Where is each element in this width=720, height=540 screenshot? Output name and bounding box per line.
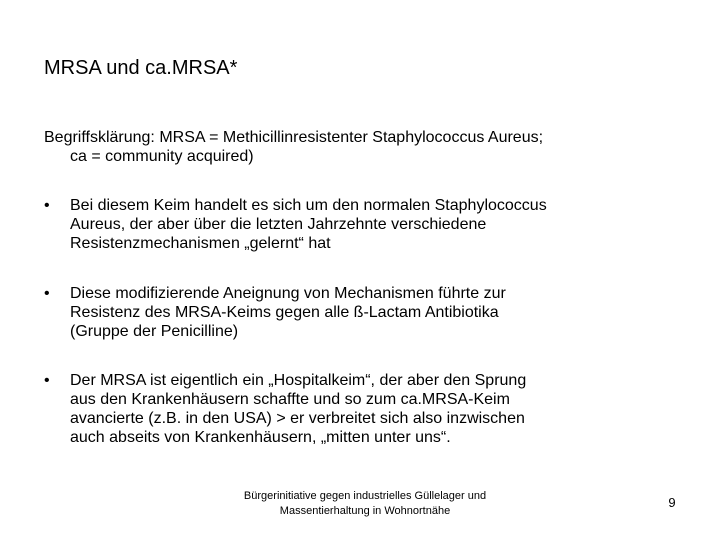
bullet-line: avancierte (z.B. in den USA) > er verbreitet sich also inzwischen: [70, 410, 525, 427]
footer-line: Massentierhaltung in Wohnortnähe: [279, 505, 451, 517]
bullet-line: Resistenz des MRSA-Keims gegen alle ß-Lactam Antibiotika: [70, 304, 499, 321]
bullet-line: aus den Krankenhäusern schaffte und so zum ca.MRSA-Keim: [70, 391, 510, 408]
slide-title: MRSA und ca.MRSA*: [44, 57, 238, 79]
bullet-marker: •: [44, 197, 50, 214]
bullet-line: auch abseits von Krankenhäusern, „mitten unter uns“.: [70, 429, 451, 446]
bullet-line: Bei diesem Keim handelt es sich um den normalen Staphylococcus: [70, 197, 547, 214]
bullet-item: [44, 196, 684, 253]
bullet-line: Der MRSA ist eigentlich ein „Hospitalkeim“, der aber den Sprung: [70, 372, 527, 389]
definition-line: ca = community acquired): [70, 148, 254, 165]
bullet-line: Resistenzmechanismen „gelernt“ hat: [70, 235, 331, 252]
definition-paragraph: [44, 128, 684, 166]
bullet-line: Diese modifizierende Aneignung von Mechanismen führte zur: [70, 285, 506, 302]
page-number: 9: [668, 495, 676, 510]
bullet-item: [44, 371, 684, 447]
bullet-marker: •: [44, 285, 50, 302]
definition-line: Begriffsklärung: MRSA = Methicillinresistenter Staphylococcus Aureus;: [44, 129, 544, 146]
footer-line: Bürgerinitiative gegen industrielles Güllelager und: [243, 490, 487, 502]
bullet-line: (Gruppe der Penicilline): [70, 323, 239, 340]
bullet-item: [44, 284, 684, 341]
bullet-line: Aureus, der aber über die letzten Jahrzehnte verschiedene: [70, 216, 487, 233]
footer-text: [200, 489, 530, 519]
bullet-marker: •: [44, 372, 50, 389]
